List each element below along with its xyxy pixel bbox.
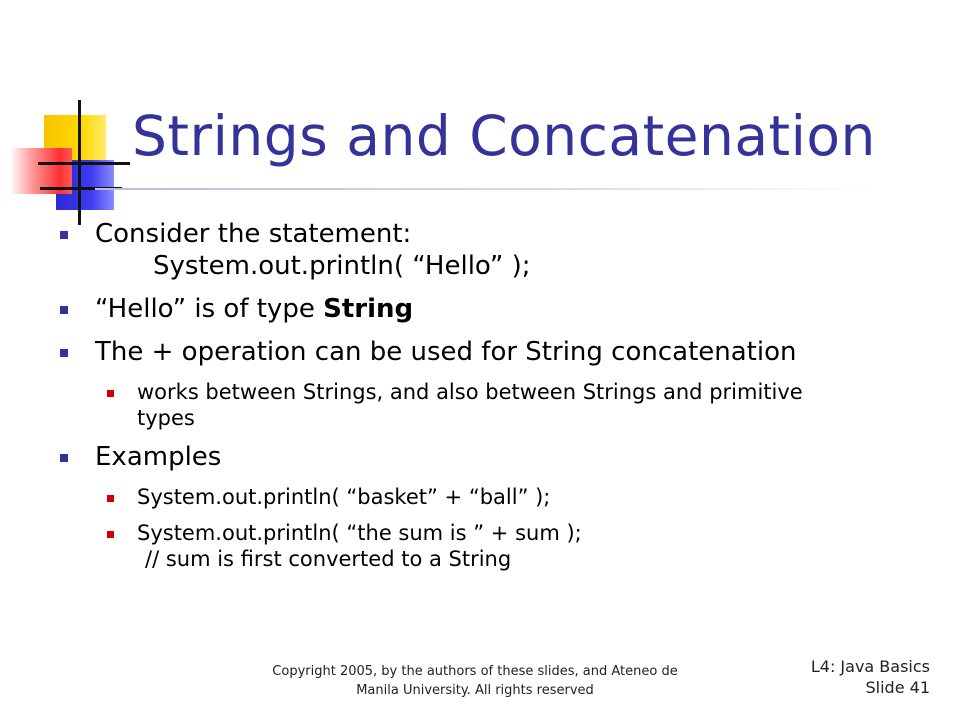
sub-bullet-text: works between Strings, and also between Strings and primitive: [137, 380, 803, 404]
bullet-text: The + operation can be used for String concatenation: [95, 337, 797, 367]
slide-body: [60, 218, 920, 582]
title-divider: [95, 188, 875, 190]
course-label: L4: Java Basics: [810, 657, 930, 676]
sub-bullet-works-between: [60, 379, 920, 431]
copyright-line-2: Manila University. All rights reserved: [356, 683, 594, 698]
footer-copyright: [250, 662, 700, 700]
slide-number: Slide 41: [865, 678, 930, 697]
example-code: System.out.println( “basket” + “ball” );: [137, 485, 551, 509]
bullet-hello-type: [60, 293, 920, 325]
bullet-text: Consider the statement:: [95, 219, 412, 249]
bullet-examples: [60, 441, 920, 473]
sub-bullet-square-icon: [107, 390, 114, 397]
example-code: System.out.println( “the sum is ” + sum );: [137, 521, 582, 545]
bullet-consider-statement: [60, 218, 920, 282]
sub-bullet-square-icon: [107, 531, 114, 538]
bold-type-name: String: [323, 294, 414, 324]
example-sum: [60, 520, 920, 572]
logo-horizontal-line: [38, 162, 130, 165]
bullet-square-icon: [60, 231, 68, 239]
bullet-plus-operation: [60, 336, 920, 368]
copyright-line-1: Copyright 2005, by the authors of these slides, and Ateneo de: [272, 664, 678, 679]
bullet-square-icon: [60, 349, 68, 357]
sub-bullet-text-continued: types: [137, 406, 195, 430]
bullet-text: “Hello” is of type: [95, 294, 324, 324]
decorative-logo: [0, 0, 140, 230]
sub-bullet-square-icon: [107, 495, 114, 502]
example-basket-ball: [60, 484, 920, 510]
code-statement: System.out.println( “Hello” );: [153, 251, 531, 281]
slide-title: Strings and Concatenation: [132, 104, 876, 168]
bullet-square-icon: [60, 454, 68, 462]
example-comment: // sum is first converted to a String: [145, 547, 512, 571]
bullet-square-icon: [60, 306, 68, 314]
footer-slide-info: [811, 656, 930, 698]
bullet-text: Examples: [95, 442, 222, 472]
